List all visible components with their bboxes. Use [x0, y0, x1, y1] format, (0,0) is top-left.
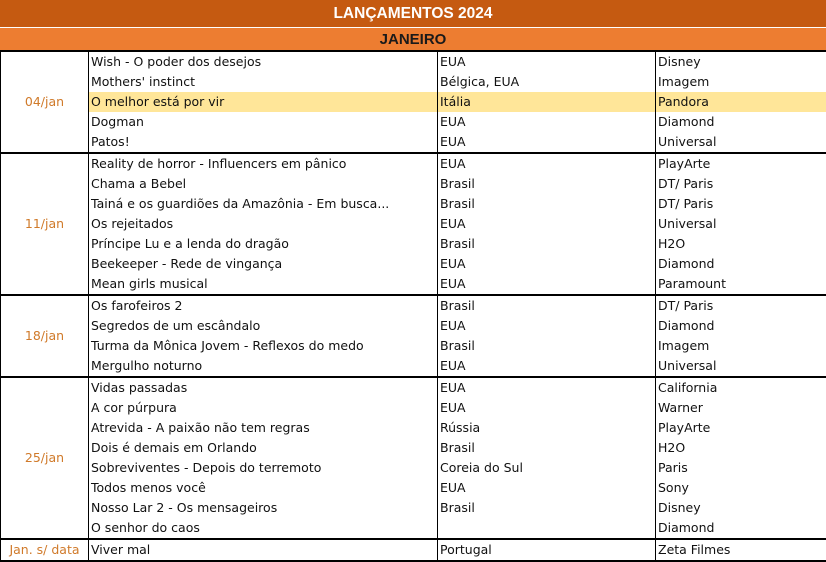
- distributor-cell[interactable]: Disney: [656, 498, 826, 518]
- table-row: [1, 518, 826, 539]
- movie-title-cell[interactable]: Mergulho noturno: [89, 356, 438, 377]
- movie-title-cell[interactable]: Beekeeper - Rede de vingança: [89, 254, 438, 274]
- release-date-cell[interactable]: 04/jan: [1, 51, 89, 153]
- country-cell[interactable]: EUA: [438, 132, 656, 153]
- distributor-cell[interactable]: Diamond: [656, 316, 826, 336]
- movie-title-cell[interactable]: Os farofeiros 2: [89, 295, 438, 316]
- movie-title-cell[interactable]: Turma da Mônica Jovem - Reflexos do medo: [89, 336, 438, 356]
- table-row: [1, 132, 826, 153]
- country-cell[interactable]: EUA: [438, 51, 656, 72]
- movie-title-cell[interactable]: Reality de horror - Influencers em pânico: [89, 153, 438, 174]
- movie-title-cell[interactable]: Dois é demais em Orlando: [89, 438, 438, 458]
- table-row: [1, 478, 826, 498]
- distributor-cell[interactable]: DT/ Paris: [656, 174, 826, 194]
- country-cell[interactable]: Brasil: [438, 234, 656, 254]
- movie-title-cell[interactable]: Atrevida - A paixão não tem regras: [89, 418, 438, 438]
- table-row: [1, 274, 826, 295]
- table-row: [1, 316, 826, 336]
- distributor-cell[interactable]: Universal: [656, 356, 826, 377]
- distributor-cell[interactable]: California: [656, 377, 826, 398]
- release-date-cell[interactable]: Jan. s/ data: [1, 539, 89, 561]
- country-cell[interactable]: Coreia do Sul: [438, 458, 656, 478]
- distributor-cell[interactable]: Universal: [656, 214, 826, 234]
- table-row: [1, 336, 826, 356]
- table-row: [1, 438, 826, 458]
- country-cell[interactable]: Brasil: [438, 174, 656, 194]
- movie-title-cell[interactable]: Príncipe Lu e a lenda do dragão: [89, 234, 438, 254]
- country-cell[interactable]: Bélgica, EUA: [438, 72, 656, 92]
- country-cell[interactable]: EUA: [438, 316, 656, 336]
- month-header-text: JANEIRO: [380, 31, 447, 48]
- movie-title-cell[interactable]: A cor púrpura: [89, 398, 438, 418]
- distributor-cell[interactable]: Pandora: [656, 92, 826, 112]
- movie-title-cell[interactable]: Dogman: [89, 112, 438, 132]
- movie-title-cell[interactable]: Mothers' instinct: [89, 72, 438, 92]
- table-row: [1, 458, 826, 478]
- table-row: [1, 194, 826, 214]
- country-cell[interactable]: Itália: [438, 92, 656, 112]
- country-cell[interactable]: Rússia: [438, 418, 656, 438]
- distributor-cell[interactable]: Diamond: [656, 518, 826, 539]
- movie-title-cell[interactable]: Sobreviventes - Depois do terremoto: [89, 458, 438, 478]
- movie-title-cell[interactable]: Todos menos você: [89, 478, 438, 498]
- distributor-cell[interactable]: Imagem: [656, 72, 826, 92]
- table-row: [1, 356, 826, 377]
- table-row: [1, 254, 826, 274]
- table-row: [1, 92, 826, 112]
- distributor-cell[interactable]: PlayArte: [656, 418, 826, 438]
- sheet-title-text: LANÇAMENTOS 2024: [333, 5, 492, 23]
- table-row: [1, 51, 826, 72]
- sheet-title: [0, 0, 826, 28]
- table-row: [1, 539, 826, 561]
- movie-title-cell[interactable]: Patos!: [89, 132, 438, 153]
- distributor-cell[interactable]: Zeta Filmes: [656, 539, 826, 561]
- country-cell[interactable]: EUA: [438, 398, 656, 418]
- distributor-cell[interactable]: Sony: [656, 478, 826, 498]
- country-cell[interactable]: Brasil: [438, 336, 656, 356]
- country-cell[interactable]: Brasil: [438, 438, 656, 458]
- country-cell[interactable]: EUA: [438, 112, 656, 132]
- distributor-cell[interactable]: PlayArte: [656, 153, 826, 174]
- movie-title-cell[interactable]: Nosso Lar 2 - Os mensageiros: [89, 498, 438, 518]
- movie-title-cell[interactable]: O senhor do caos: [89, 518, 438, 539]
- table-row: [1, 295, 826, 316]
- table-row: [1, 112, 826, 132]
- country-cell[interactable]: Portugal: [438, 539, 656, 561]
- distributor-cell[interactable]: DT/ Paris: [656, 194, 826, 214]
- distributor-cell[interactable]: Universal: [656, 132, 826, 153]
- distributor-cell[interactable]: Paramount: [656, 274, 826, 295]
- country-cell[interactable]: EUA: [438, 254, 656, 274]
- country-cell[interactable]: EUA: [438, 478, 656, 498]
- movie-title-cell[interactable]: Vidas passadas: [89, 377, 438, 398]
- table-row: [1, 153, 826, 174]
- movie-title-cell[interactable]: Chama a Bebel: [89, 174, 438, 194]
- table-row: [1, 418, 826, 438]
- distributor-cell[interactable]: Paris: [656, 458, 826, 478]
- table-row: [1, 174, 826, 194]
- distributor-cell[interactable]: H2O: [656, 438, 826, 458]
- country-cell[interactable]: EUA: [438, 153, 656, 174]
- movie-title-cell[interactable]: Mean girls musical: [89, 274, 438, 295]
- country-cell[interactable]: EUA: [438, 377, 656, 398]
- movie-title-cell[interactable]: Wish - O poder dos desejos: [89, 51, 438, 72]
- movie-title-cell[interactable]: Os rejeitados: [89, 214, 438, 234]
- month-header: [0, 28, 826, 50]
- table-row: [1, 498, 826, 518]
- release-date-cell[interactable]: 18/jan: [1, 295, 89, 377]
- movie-title-cell[interactable]: Viver mal: [89, 539, 438, 561]
- country-cell[interactable]: Brasil: [438, 194, 656, 214]
- table-row: [1, 234, 826, 254]
- releases-table-body: [1, 51, 826, 561]
- table-row: [1, 377, 826, 398]
- country-cell[interactable]: EUA: [438, 274, 656, 295]
- country-cell[interactable]: EUA: [438, 356, 656, 377]
- distributor-cell[interactable]: Diamond: [656, 254, 826, 274]
- distributor-cell[interactable]: H2O: [656, 234, 826, 254]
- country-cell[interactable]: Brasil: [438, 295, 656, 316]
- table-row: [1, 72, 826, 92]
- country-cell[interactable]: Brasil: [438, 498, 656, 518]
- release-date-cell[interactable]: 25/jan: [1, 377, 89, 539]
- country-cell[interactable]: EUA: [438, 214, 656, 234]
- distributor-cell[interactable]: DT/ Paris: [656, 295, 826, 316]
- country-cell[interactable]: [438, 518, 656, 539]
- movie-title-cell[interactable]: Segredos de um escândalo: [89, 316, 438, 336]
- table-row: [1, 214, 826, 234]
- distributor-cell[interactable]: Imagem: [656, 336, 826, 356]
- movie-title-cell[interactable]: O melhor está por vir: [89, 92, 438, 112]
- distributor-cell[interactable]: Warner: [656, 398, 826, 418]
- releases-table: [0, 50, 826, 562]
- table-row: [1, 398, 826, 418]
- release-date-cell[interactable]: 11/jan: [1, 153, 89, 295]
- distributor-cell[interactable]: Diamond: [656, 112, 826, 132]
- distributor-cell[interactable]: Disney: [656, 51, 826, 72]
- movie-title-cell[interactable]: Tainá e os guardiões da Amazônia - Em busca...: [89, 194, 438, 214]
